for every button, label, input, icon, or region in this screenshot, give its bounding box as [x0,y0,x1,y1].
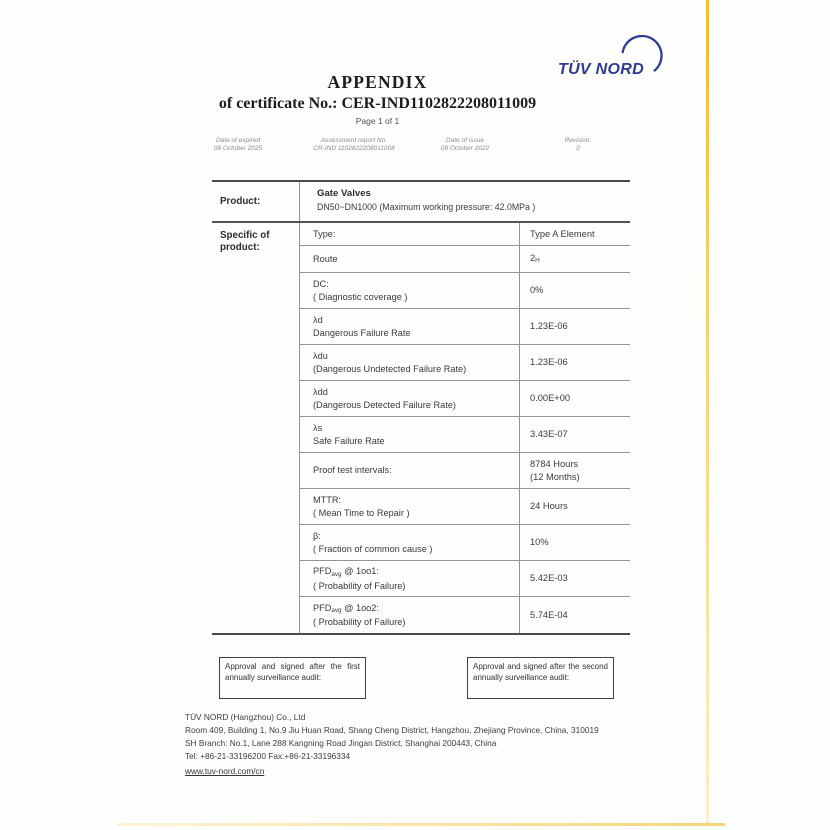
certificate-number: of certificate No.: CER-IND1102822208011009 [218,95,537,112]
product-table [212,180,630,635]
date-of-expiry-value: 08 October 2025 [213,145,263,152]
param-value: 5.74E-04 [530,609,568,620]
tel-fax: Tel: +86-21-33196200 Fax:+86-21-33196334 [185,751,351,761]
param-name: Route [300,246,520,272]
table-row-lambda-s [300,417,630,453]
param-value: 3.43E-07 [530,429,568,440]
gold-border-right [706,0,709,825]
company-address: Room 409, Building 1, No.9 Jiu Huan Road, Shang Cheng District, Hangzhou, Zhejiang Province, China, 310019 [185,725,599,735]
param-value: 24 Hours [530,501,568,512]
date-of-issue-value: 09 October 2022 [440,145,490,152]
param-value: Type A Element [530,228,595,239]
product-description: DN50~DN1000 (Maximum working pressure: 42.0MPa ) [317,202,536,212]
date-of-issue-field [405,137,525,153]
gold-border-bottom [117,823,725,826]
company-name: TÜV NORD (Hangzhou) Co., Ltd [185,712,306,722]
approval-box-second-audit: Approval and signed after the second annually surveillance audit: [467,657,614,699]
date-of-issue-label: Date of issue [446,137,484,144]
branch-address: SH Branch: No.1, Lane 288 Kangning Road Jingan District, Shanghai 200443, China [185,738,497,748]
revision-field [545,137,611,153]
appendix-title: APPENDIX [327,72,428,92]
document-header [120,72,635,126]
website-link[interactable]: www.tuv-nord.com/cn [185,766,265,776]
table-row-pfd-1oo2 [300,597,630,633]
table-row-route [300,246,630,273]
param-value: 1.23E-06 [530,357,568,368]
param-name: λdu (Dangerous Undetected Failure Rate) [300,345,520,380]
param-value: 10% [530,537,549,548]
approval-box-first-audit: Approval and signed after the first annually surveillance audit: [219,657,366,699]
assessment-report-field [290,137,418,153]
specific-of-product-label: Specific of product: [212,223,300,633]
param-name: DC: ( Diagnostic coverage ) [300,273,520,308]
param-name: λd Dangerous Failure Rate [300,309,520,344]
table-row-beta [300,525,630,561]
product-content [300,182,630,221]
table-row-proof-test [300,453,630,489]
date-of-expiry-field [182,137,294,153]
assessment-report-value: CR-IND 1102822208011008 [313,145,395,152]
param-name: PFDavg @ 1oo2: ( Probability of Failure) [300,597,520,633]
table-row-lambda-dd [300,381,630,417]
param-name: Proof test intervals: [300,453,520,488]
table-row-pfd-1oo1 [300,561,630,597]
revision-label: Revision: [564,137,592,144]
param-name: λs Safe Failure Rate [300,417,520,452]
product-label: Product: [212,182,300,221]
specific-section [212,223,630,633]
assessment-report-label: Assessment report No. [320,137,388,144]
param-name: PFDavg @ 1oo1: ( Probability of Failure) [300,561,520,596]
param-value: 0.00E+00 [530,393,571,404]
table-row-mttr [300,489,630,525]
revision-value: 0 [576,145,580,152]
product-name: Gate Valves [317,188,371,199]
product-row [212,182,630,223]
date-of-expiry-label: Date of expired [215,137,261,144]
footer [185,711,599,778]
param-name: MTTR: ( Mean Time to Repair ) [300,489,520,524]
table-row-lambda-d [300,309,630,345]
table-row-dc [300,273,630,309]
logo-text: TÜV NORD [558,61,644,78]
param-value: 0% [530,285,544,296]
param-name: λdd (Dangerous Detected Failure Rate) [300,381,520,416]
table-row-lambda-du [300,345,630,381]
table-row-type [300,223,630,246]
spec-rows [300,223,630,633]
param-name: β: ( Fraction of common cause ) [300,525,520,560]
param-value: 2H [530,252,540,265]
page-indicator: Page 1 of 1 [355,116,400,126]
param-name: Type: [300,223,520,245]
param-value: 8784 Hours (12 Months) [530,459,580,482]
param-value: 1.23E-06 [530,321,568,332]
param-value: 5.42E-03 [530,573,568,584]
